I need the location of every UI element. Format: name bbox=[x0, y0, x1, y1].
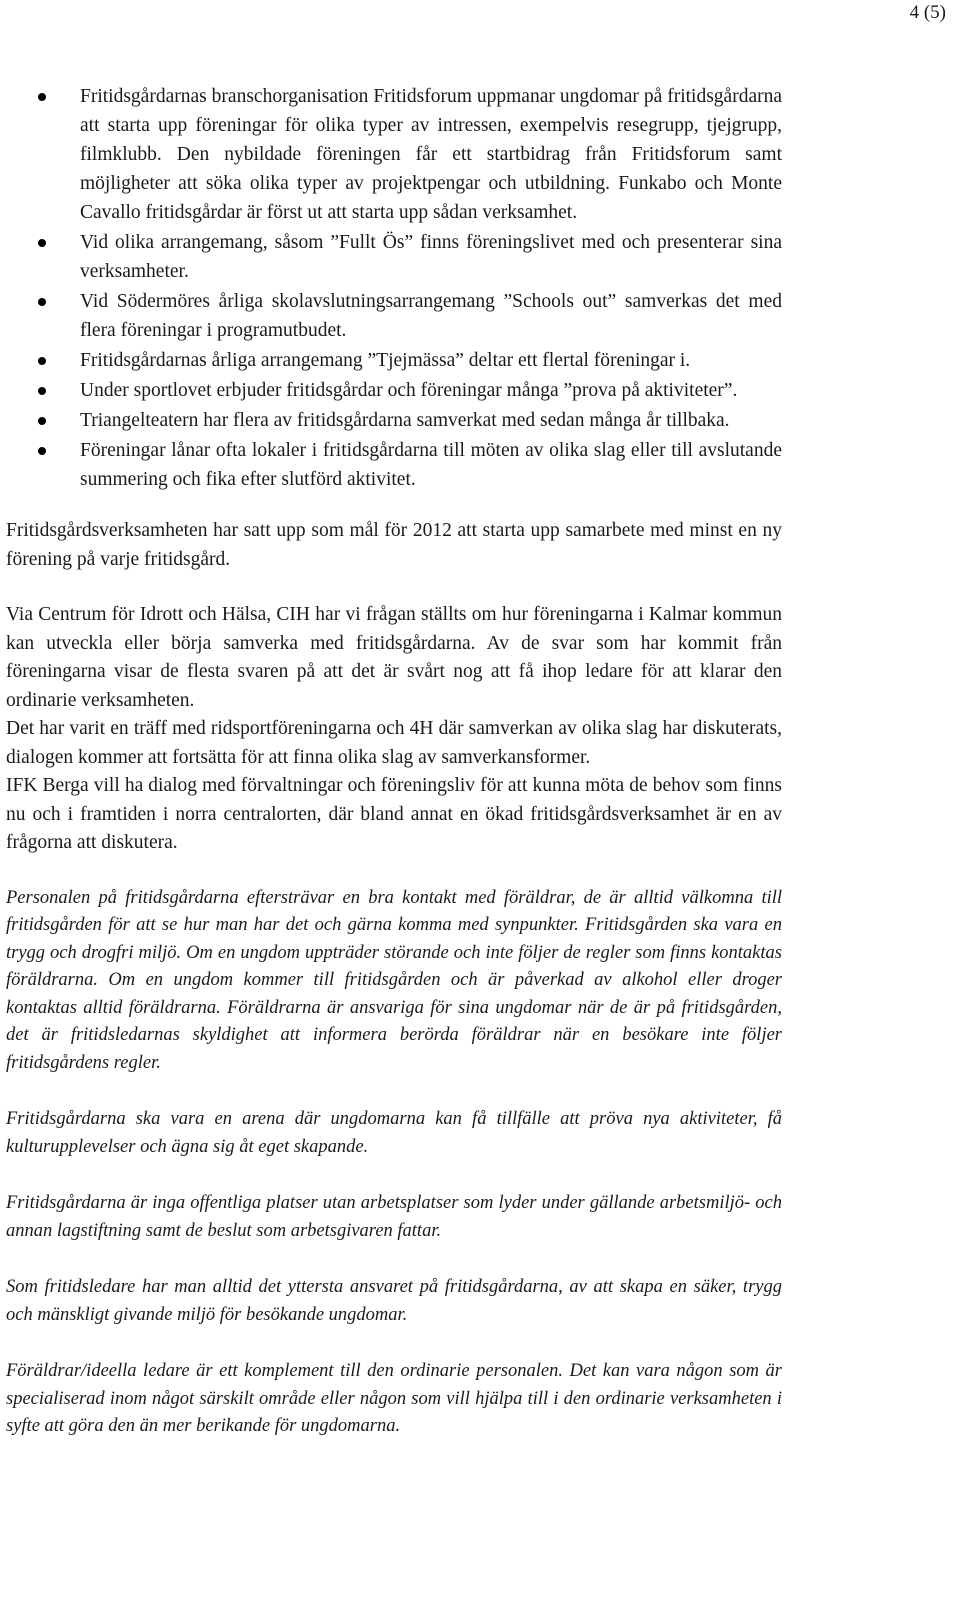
bullet-icon bbox=[38, 417, 46, 425]
volunteers-paragraph: Föräldrar/ideella ledare är ett komplement till den ordinarie personalen. Det kan vara någon som är specialiserad inom något särskilt område eller någon som vill hjälpa till i den ordinarie verksamheten i syfte att göra den än mer berikande för ungdomarna. bbox=[6, 1361, 782, 1436]
bullet-icon bbox=[38, 239, 46, 247]
list-item: Vid Södermöres årliga skolavslutningsarrangemang ”Schools out” samverkas det med flera föreningar i programutbudet. bbox=[6, 287, 782, 345]
parents-contact-paragraph: Personalen på fritidsgårdarna eftersträvar en bra kontakt med föräldrar, de är alltid välkomna till fritidsgården för att se hur man har det och gärna komma med synpunkter. Fritidsgården ska vara en trygg och drogfri miljö. Om en ungdom uppträder störande och inte följer de regler som finns kontaktas föräldrarna. Om en ungdom kommer till fritidsgården och är påverkad av alkohol eller droger kontaktas alltid föräldrarna. Föräldrarna är ansvariga för sina ungdomar när de är på fritidsgården, det är fritidsledarnas skyldighet att informera berörda föräldrar när en besökare inte följer fritidsgårdens regler. bbox=[6, 887, 782, 1073]
bullet-list bbox=[6, 82, 782, 494]
page-number: 4 (5) bbox=[909, 2, 946, 23]
bullet-icon bbox=[38, 447, 46, 455]
bullet-icon bbox=[38, 387, 46, 395]
bullet-icon bbox=[38, 93, 46, 101]
list-item: Fritidsgårdarnas branschorganisation Fritidsforum uppmanar ungdomar på fritidsgårdarna att starta upp föreningar för olika typer av intressen, exempelvis resegrupp, tjejgrupp, filmklubb. Den nybildade föreningen får ett startbidrag från Fritidsforum samt möjligheter att söka olika typer av projektpengar och utbildning. Funkabo och Monte Cavallo fritidsgårdar är först ut att starta upp sådan verksamhet. bbox=[6, 82, 782, 227]
list-item: Vid olika arrangemang, såsom ”Fullt Ös” finns föreningslivet med och presenterar sina verksamheter. bbox=[6, 228, 782, 286]
list-item: Under sportlovet erbjuder fritidsgårdar och föreningar många ”prova på aktiviteter”. bbox=[6, 376, 782, 405]
document-body bbox=[6, 82, 782, 1470]
bullet-icon bbox=[38, 298, 46, 306]
cih-paragraph: Via Centrum för Idrott och Hälsa, CIH har vi frågan ställts om hur föreningarna i Kalmar kommun kan utveckla eller börja samverka med fritidsgårdarna. Av de svar som har kommit från föreningarna visar de flesta svaren på att det är svårt nog att få ihop ledare för att klarar den ordinarie verksamheten. bbox=[6, 604, 782, 711]
list-item: Fritidsgårdarnas årliga arrangemang ”Tjejmässa” deltar ett flertal föreningar i. bbox=[6, 346, 782, 375]
workplace-paragraph: Fritidsgårdarna är inga offentliga platser utan arbetsplatser som lyder under gällande arbetsmiljö- och annan lagstiftning samt de beslut som arbetsgivaren fattar. bbox=[6, 1193, 782, 1241]
bullet-icon bbox=[38, 357, 46, 365]
ifk-berga-paragraph: IFK Berga vill ha dialog med förvaltningar och föreningsliv för att kunna möta de behov som finns nu och i framtiden i norra centralorten, där bland annat en ökad fritidsgårdsverksamhet är en av frågorna att diskutera. bbox=[6, 775, 782, 853]
responsibility-paragraph: Som fritidsledare har man alltid det yttersta ansvaret på fritidsgårdarna, av att skapa en säker, trygg och mänskligt givande miljö för besökande ungdomar. bbox=[6, 1277, 782, 1325]
goal-paragraph: Fritidsgårdsverksamheten har satt upp som mål för 2012 att starta upp samarbete med minst en ny förening på varje fritidsgård. bbox=[6, 520, 782, 570]
list-item: Triangelteatern har flera av fritidsgårdarna samverkat med sedan många år tillbaka. bbox=[6, 406, 782, 435]
arena-paragraph: Fritidsgårdarna ska vara en arena där ungdomarna kan få tillfälle att pröva nya aktiviteter, få kulturupplevelser och ägna sig åt eget skapande. bbox=[6, 1109, 782, 1157]
list-item: Föreningar lånar ofta lokaler i fritidsgårdarna till möten av olika slag eller till avslutande summering och fika efter slutförd aktivitet. bbox=[6, 436, 782, 494]
riding-clubs-paragraph: Det har varit en träff med ridsportföreningarna och 4H där samverkan av olika slag har diskuterats, dialogen kommer att fortsätta för att finna olika slag av samverkansformer. bbox=[6, 718, 782, 768]
